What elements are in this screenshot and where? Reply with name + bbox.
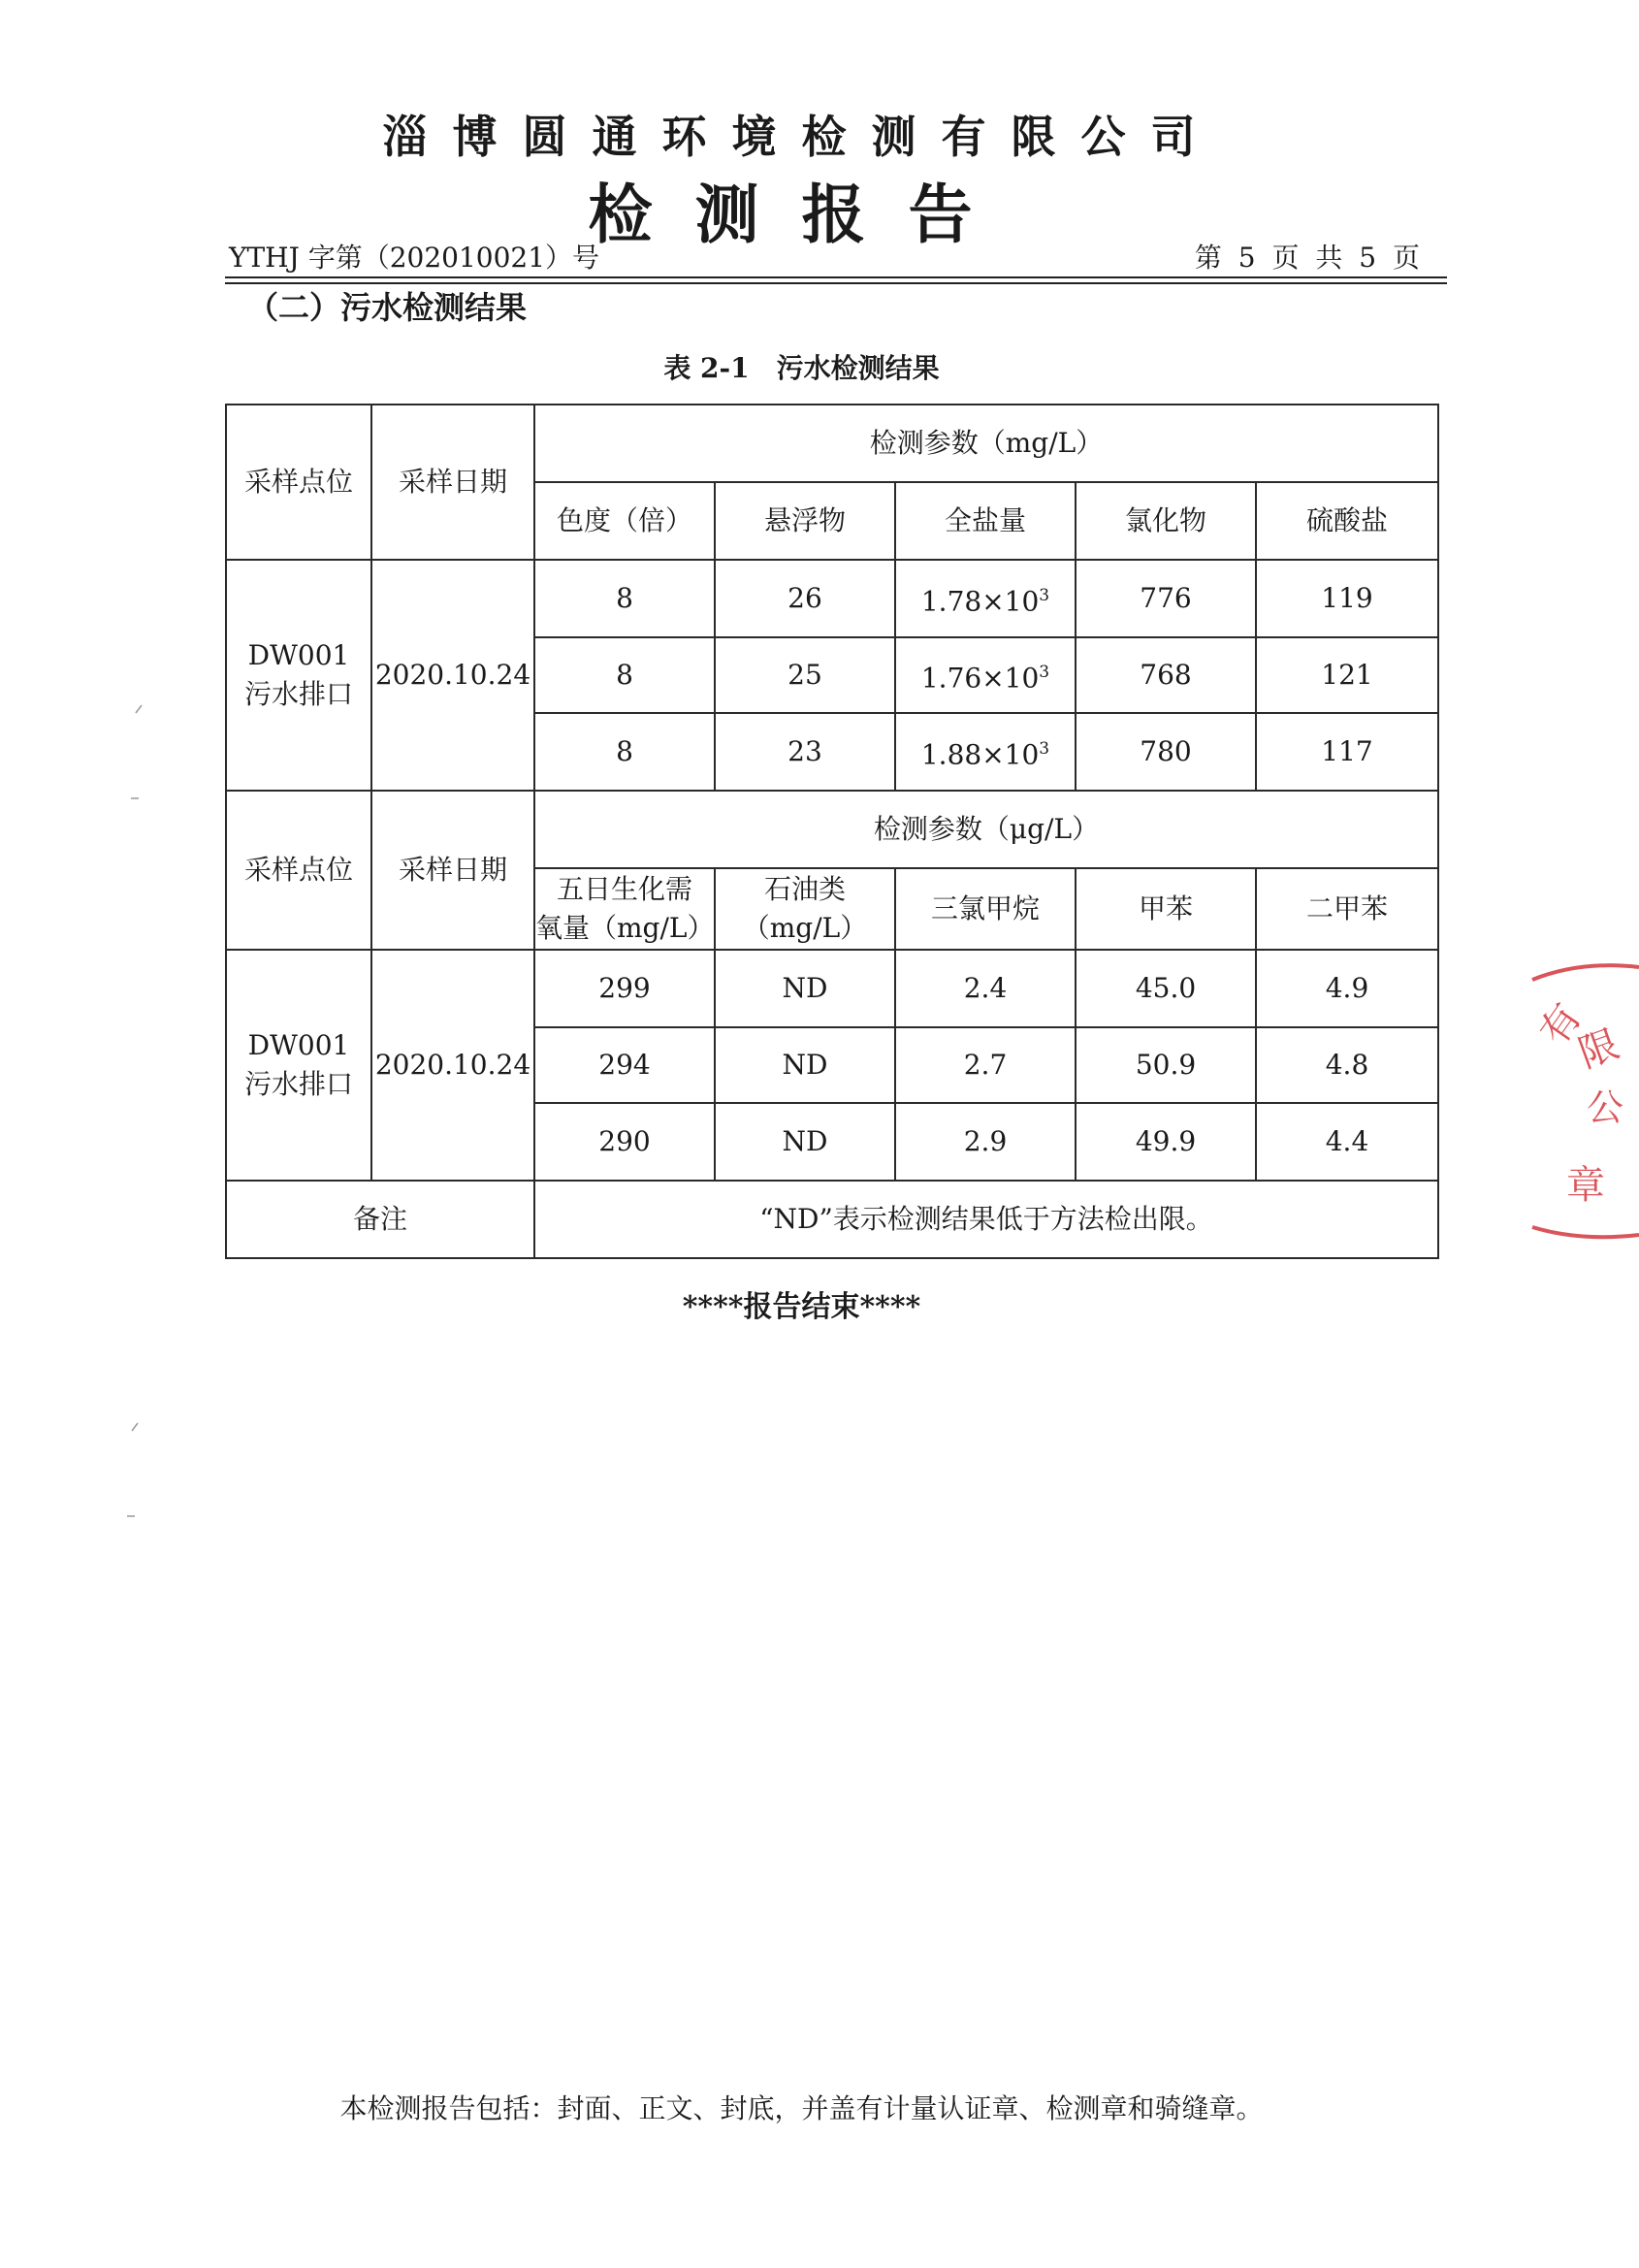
cell-chloroform: 2.9 — [895, 1103, 1076, 1181]
cell-sulfate: 121 — [1256, 637, 1438, 713]
cell-toluene: 45.0 — [1076, 950, 1256, 1027]
cell-suspended-solids: 23 — [715, 713, 895, 791]
param-bod5-line2: 氧量（mg/L） — [535, 912, 715, 944]
param-chloroform: 三氯甲烷 — [895, 868, 1076, 950]
cell-bod5: 290 — [534, 1103, 715, 1181]
results-table — [225, 404, 1439, 1259]
cell-xylene: 4.4 — [1256, 1103, 1438, 1181]
salt-exponent: 3 — [1039, 585, 1050, 605]
param-color: 色度（倍） — [534, 482, 715, 560]
salt-base: 1.78×10 — [920, 585, 1040, 618]
table-caption-number: 表 2-1 — [663, 352, 750, 384]
table1-header-date: 采样日期 — [371, 405, 534, 560]
seal-char-1: 有 — [1531, 995, 1591, 1053]
cell-chloroform: 2.4 — [895, 950, 1076, 1027]
section-title: （二）污水检测结果 — [247, 289, 528, 326]
table1-header-row-1 — [226, 405, 1438, 482]
report-number: YTHJ 字第（202010021）号 — [229, 242, 600, 274]
seal-char-2: 限 — [1573, 1021, 1625, 1078]
param-petroleum — [715, 868, 895, 950]
scan-speck-2 — [130, 795, 140, 801]
table1-site — [226, 560, 371, 791]
cell-sulfate: 119 — [1256, 560, 1438, 637]
param-chloride: 氯化物 — [1076, 482, 1256, 560]
footer-note: 本检测报告包括：封面、正文、封底，并盖有计量认证章、检测章和骑缝章。 — [339, 2092, 1264, 2124]
scan-speck-3 — [130, 1421, 140, 1433]
remarks-row — [226, 1181, 1438, 1258]
salt-exponent: 3 — [1039, 662, 1050, 682]
site-name: 污水排口 — [243, 678, 353, 710]
cell-chloride: 768 — [1076, 637, 1256, 713]
report-end-mark: ****报告结束**** — [682, 1290, 921, 1324]
cell-color: 8 — [534, 713, 715, 791]
seal-ring-top — [1532, 965, 1639, 980]
cell-chloroform: 2.7 — [895, 1027, 1076, 1103]
param-xylene: 二甲苯 — [1256, 868, 1438, 950]
seal-ring-bottom — [1532, 1227, 1639, 1237]
table2-param-group: 检测参数（μg/L） — [534, 791, 1438, 868]
site-code: DW001 — [247, 639, 350, 671]
cell-bod5: 299 — [534, 950, 715, 1027]
cell-bod5: 294 — [534, 1027, 715, 1103]
cell-chloride: 776 — [1076, 560, 1256, 637]
table1-header-site: 采样点位 — [226, 405, 371, 560]
param-total-salt: 全盐量 — [895, 482, 1076, 560]
cell-petroleum: ND — [715, 1103, 895, 1181]
cell-suspended-solids: 26 — [715, 560, 895, 637]
param-petroleum-line1: 石油类 — [763, 873, 846, 905]
salt-exponent: 3 — [1039, 738, 1050, 759]
scan-speck-1 — [134, 703, 144, 715]
param-bod5 — [534, 868, 715, 950]
cell-toluene: 49.9 — [1076, 1103, 1256, 1181]
table-caption — [0, 347, 1603, 386]
page-info: 第 5 页 共 5 页 — [1194, 242, 1424, 274]
cell-total-salt — [895, 637, 1076, 713]
cell-sulfate: 117 — [1256, 713, 1438, 791]
cell-color: 8 — [534, 560, 715, 637]
salt-base: 1.88×10 — [920, 738, 1040, 771]
param-petroleum-line2: （mg/L） — [742, 912, 868, 944]
param-suspended-solids: 悬浮物 — [715, 482, 895, 560]
site-code: DW001 — [247, 1029, 350, 1061]
cell-xylene: 4.9 — [1256, 950, 1438, 1027]
table-caption-text: 污水检测结果 — [776, 352, 940, 384]
cell-xylene: 4.8 — [1256, 1027, 1438, 1103]
cell-total-salt — [895, 713, 1076, 791]
scan-speck-4 — [126, 1513, 136, 1519]
table2-header-date: 采样日期 — [371, 791, 534, 950]
header-rule-top — [225, 276, 1447, 278]
cell-toluene: 50.9 — [1076, 1027, 1256, 1103]
param-sulfate: 硫酸盐 — [1256, 482, 1438, 560]
table2-site — [226, 950, 371, 1181]
seal-stamp — [1523, 956, 1639, 1247]
cell-petroleum: ND — [715, 1027, 895, 1103]
table2-header-site: 采样点位 — [226, 791, 371, 950]
table2-date: 2020.10.24 — [371, 950, 534, 1181]
table-row — [226, 560, 1438, 637]
company-name: 淄博圆通环境检测有限公司 — [382, 111, 1221, 163]
remarks-label: 备注 — [226, 1181, 534, 1258]
cell-chloride: 780 — [1076, 713, 1256, 791]
table-row — [226, 950, 1438, 1027]
param-toluene: 甲苯 — [1076, 868, 1256, 950]
remarks-text: “ND”表示检测结果低于方法检出限。 — [534, 1181, 1438, 1258]
table2-header-row-1 — [226, 791, 1438, 868]
seal-char-3: 公 — [1587, 1086, 1624, 1129]
cell-total-salt — [895, 560, 1076, 637]
param-bod5-line1: 五日生化需 — [556, 873, 692, 905]
site-name: 污水排口 — [243, 1068, 353, 1100]
cell-suspended-solids: 25 — [715, 637, 895, 713]
seal-char-4: 章 — [1566, 1163, 1605, 1208]
table1-date: 2020.10.24 — [371, 560, 534, 791]
table1-param-group: 检测参数（mg/L） — [534, 405, 1438, 482]
cell-color: 8 — [534, 637, 715, 713]
report-title: 检测报告 — [588, 177, 1015, 252]
salt-base: 1.76×10 — [920, 662, 1040, 695]
cell-petroleum: ND — [715, 950, 895, 1027]
